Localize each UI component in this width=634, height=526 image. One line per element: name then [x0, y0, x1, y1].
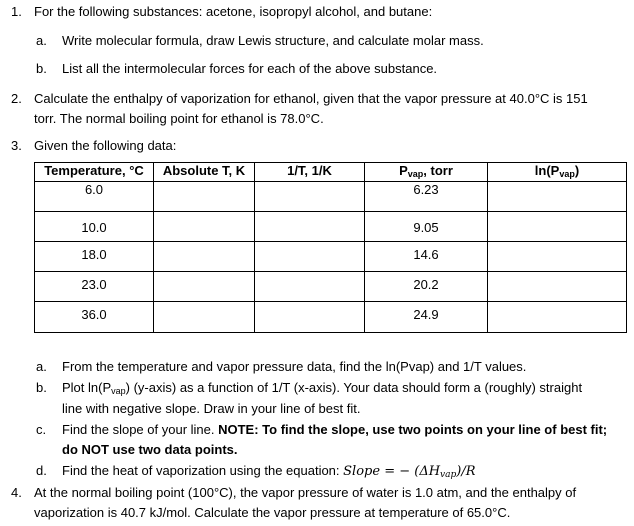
header-inverse-t: 1/T, 1/K	[255, 163, 365, 182]
q4-number: 4.	[11, 485, 22, 500]
temp-cell: 18.0	[81, 247, 107, 262]
data-table	[34, 162, 627, 333]
temp-cell: 36.0	[81, 307, 107, 322]
ln-cell	[488, 212, 627, 242]
pvap-cell: 6.23	[413, 182, 439, 197]
ln-cell	[488, 182, 627, 212]
ln-cell	[488, 302, 627, 333]
abs-cell	[154, 242, 255, 272]
inv-cell	[255, 302, 365, 333]
q3b-text: Plot $\ln(P_{vap})$ (y-axis) as a function of 1/T (x-axis). Your data should form a (roughly) straight	[62, 380, 583, 396]
q1b-text: List all the intermolecular forces for each of the above substance.	[62, 61, 438, 76]
q1a-label: a.	[36, 33, 47, 48]
ln-cell	[488, 242, 627, 272]
pvap-cell: 20.2	[413, 277, 439, 292]
table-row	[35, 272, 627, 302]
ln-cell	[488, 272, 627, 302]
pvap-cell: 14.6	[413, 247, 439, 262]
inv-cell	[255, 182, 365, 212]
q3-number: 3.	[11, 138, 22, 153]
table-row	[35, 302, 627, 333]
q4-line1: At the normal boiling point (100°C), the vapor pressure of water is 1.0 atm, and the enthalpy of	[34, 485, 577, 500]
table-row	[35, 182, 627, 212]
pvap-cell: 24.9	[413, 307, 439, 322]
q3d-text: Find the heat of vaporization using the equation: Slope = − $(\Delta H_{vap})/R$	[62, 463, 476, 480]
table-row	[35, 212, 627, 242]
q3d-label: d.	[36, 463, 47, 478]
header-absolute-t: Absolute T, K	[154, 163, 255, 182]
header-pvap: $P_{vap}$, torr	[365, 163, 488, 182]
q2-line2: torr. The normal boiling point for ethanol is 78.0°C.	[34, 111, 324, 126]
q1-number: 1.	[11, 4, 22, 19]
abs-cell	[154, 272, 255, 302]
temp-cell: 6.0	[84, 182, 104, 197]
pvap-cell: 9.05	[413, 220, 439, 235]
q2-number: 2.	[11, 91, 22, 106]
abs-cell	[154, 302, 255, 333]
q4-line2: vaporization is 40.7 kJ/mol. Calculate the vapor pressure at temperature of 65.0°C.	[34, 505, 511, 520]
abs-cell	[154, 182, 255, 212]
q3b-line2: line with negative slope. Draw in your line of best fit.	[62, 401, 361, 416]
header-temperature: Temperature, °C	[35, 163, 154, 182]
table-row	[35, 242, 627, 272]
q2-line1: Calculate the enthalpy of vaporization for ethanol, given that the vapor pressure at 40.0°C is 151	[34, 91, 588, 106]
q3c-line2: do NOT use two data points.	[62, 442, 238, 457]
q1b-label: b.	[36, 61, 47, 76]
inv-cell	[255, 242, 365, 272]
q1a-text: Write molecular formula, draw Lewis structure, and calculate molar mass.	[62, 33, 484, 48]
inv-cell	[255, 212, 365, 242]
q3c-text: Find the slope of your line. NOTE: To find the slope, use two points on your line of best fit;	[62, 422, 608, 437]
q3c-label: c.	[36, 422, 47, 437]
inv-cell	[255, 272, 365, 302]
slope-equation: Slope = − $(\Delta H_{vap})/R$	[343, 464, 476, 480]
temp-cell: 10.0	[81, 220, 107, 235]
q3a-text: From the temperature and vapor pressure data, find the ln(Pvap) and 1/T values.	[62, 359, 527, 374]
q3a-label: a.	[36, 359, 47, 374]
abs-cell	[154, 212, 255, 242]
header-ln-pvap: $\ln(P_{vap})$	[488, 163, 627, 182]
q3-text: Given the following data:	[34, 138, 177, 153]
q1-text: For the following substances: acetone, isopropyl alcohol, and butane:	[34, 4, 433, 19]
q3b-label: b.	[36, 380, 47, 395]
temp-cell: 23.0	[81, 277, 107, 292]
table-header-row	[35, 163, 627, 182]
